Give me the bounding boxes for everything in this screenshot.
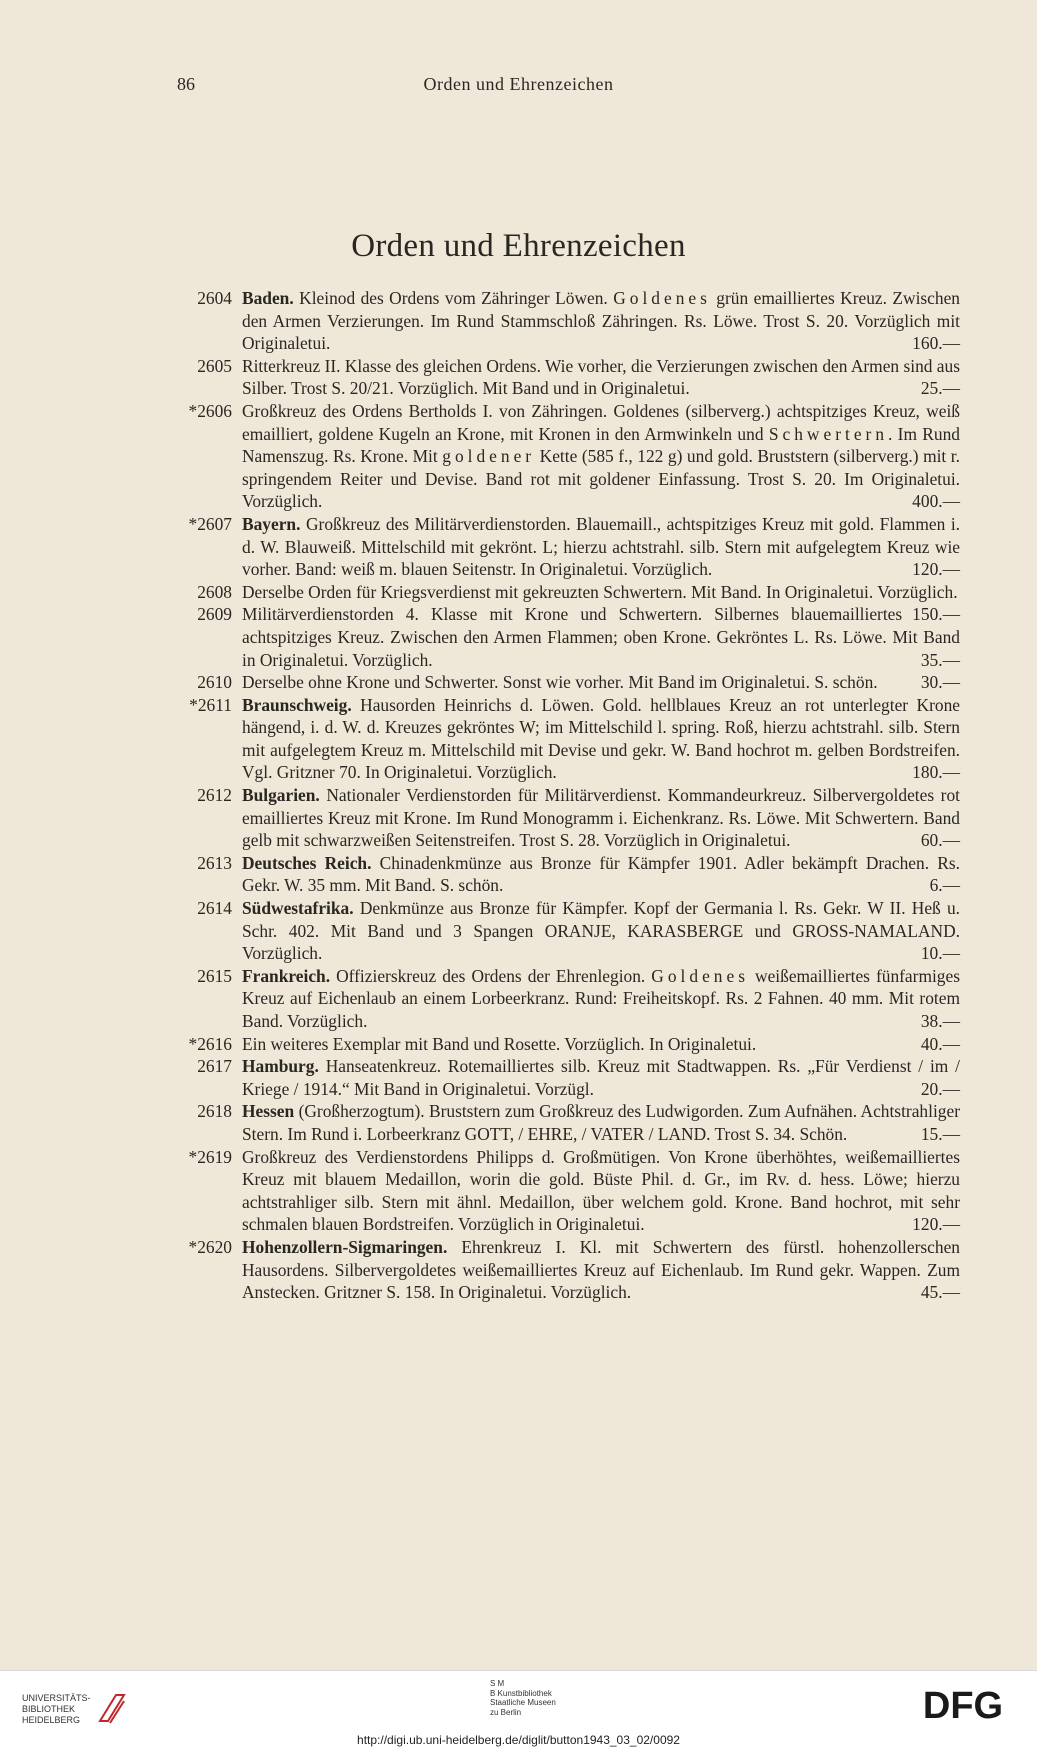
lot-number: *2611 bbox=[189, 694, 232, 715]
lot-number: 2605 bbox=[197, 355, 232, 376]
dfg-logo-text: DFG bbox=[922, 1685, 1004, 1725]
running-header bbox=[0, 74, 1037, 96]
page-url[interactable]: http://digi.ub.uni-heidelberg.de/diglit/button1943_03_02/0092 bbox=[357, 1733, 680, 1747]
lot-heading: Braunschweig. bbox=[242, 694, 352, 715]
lot-price: 160.— bbox=[912, 333, 960, 354]
lot-text: Nationaler Verdienstorden für Militärverdienst. Kommandeurkreuz. Silbervergoldetes rot emailliertes Kreuz mit Krone. Im Rund Monogramm i. Eichenkranz. Rs. Löwe. Mit Schwertern. Band gelb mit schwarzweißen Seitenstreifen. Trost S. 28. Vorzüglich in Originaletui. bbox=[242, 785, 960, 851]
catalog-entry bbox=[170, 1055, 960, 1100]
catalog-entry bbox=[170, 400, 960, 513]
logo-line: Staatliche Museen bbox=[490, 1698, 556, 1707]
lot-price: 45.— bbox=[920, 1282, 960, 1303]
lot-price: 180.— bbox=[912, 762, 960, 783]
lot-text: Ritterkreuz II. Klasse des gleichen Ordens. Wie vorher, die Verzierungen zwischen den Armen sind aus Silber. Trost S. 20/21. Vorzüglich. Mit Band und in Originaletui. bbox=[242, 355, 960, 399]
lot-text: Goldenes bbox=[613, 288, 711, 308]
catalog-entry bbox=[170, 671, 960, 694]
lot-text: goldener bbox=[442, 446, 536, 467]
catalog-entries bbox=[170, 287, 960, 1304]
lot-price: 400.— bbox=[912, 491, 960, 512]
lot-description bbox=[242, 1100, 960, 1145]
lot-price: 38.— bbox=[920, 1011, 960, 1031]
lot-text: Großkreuz des Ordens Bertholds I. von Zähringen. Goldenes (silberverg.) achtspitziges Kreuz, weiß emailliert, goldene Kugeln an Krone, mit Kronen in den Armwinkeln und bbox=[242, 400, 960, 444]
lot-price: 20.— bbox=[920, 1078, 960, 1099]
lot-text: Derselbe ohne Krone und Schwerter. Sonst wie vorher. Mit Band im Originaletui. S. schön. bbox=[242, 672, 878, 693]
lot-number: 2610 bbox=[197, 672, 232, 693]
lot-description bbox=[242, 287, 960, 355]
lot-text: weißemailliertes fünfarmiges Kreuz auf Eichenlaub an einem Lorbeerkranz. Rund: Freiheitskopf. Rs. 2 Fahnen. 40 mm. Mit rotem Band. Vorzüglich. bbox=[242, 965, 960, 1031]
lot-text: Goldenes bbox=[651, 965, 749, 986]
lot-heading: Frankreich. bbox=[242, 965, 331, 986]
lot-description bbox=[242, 1055, 960, 1100]
lot-text: Ein weiteres Exemplar mit Band und Rosette. Vorzüglich. In Originaletui. bbox=[242, 1033, 757, 1054]
lot-heading: Bulgarien. bbox=[242, 785, 320, 806]
lot-description bbox=[242, 1236, 960, 1304]
lot-description bbox=[242, 1033, 960, 1056]
lot-number: *2607 bbox=[188, 513, 232, 534]
logo-line: zu Berlin bbox=[490, 1707, 522, 1717]
lot-description bbox=[242, 400, 960, 513]
lot-text: Großkreuz des Militärverdienstorden. Blauemaill., achtspitziges Kreuz mit gold. Flammen i. d. W. Blauweiß. Mittelschild mit gekrönt. L; hierzu achtstrahl. silb. Stern mit aufgelegtem Kreuz wie vorher. Band: weiß m. blauen Seitenstr. In Originaletui. Vorzüglich. bbox=[242, 513, 960, 580]
running-title: Orden und Ehrenzeichen bbox=[423, 74, 614, 94]
university-mark-icon bbox=[96, 1691, 128, 1727]
viewer-footer bbox=[0, 1670, 1037, 1749]
lot-text: Hanseatenkreuz. Rotemailliertes silb. Kreuz mit Stadtwappen. Rs. „Für Verdienst / im / Kriege / 1914.“ Mit Band in Originaletui. Vorzügl. bbox=[242, 1056, 960, 1099]
catalog-entry bbox=[170, 1146, 960, 1236]
lot-price: 150.— bbox=[912, 604, 960, 625]
catalog-entry bbox=[170, 852, 960, 897]
lot-text: Schwertern bbox=[768, 423, 889, 444]
logo-line: UNIVERSITÄTS- bbox=[22, 1693, 91, 1703]
catalog-entry bbox=[170, 694, 960, 784]
lot-text: Großkreuz des Verdienstordens Philipps d. Großmütigen. Von Krone überhöhtes, weißemailliertes Kreuz mit blauem Medaillon, worin die gold. Büste Phil. d. Gr., im Rv. d. hess. Löwe; hierzu achtstrahliger silb. Stern mit ähnl. Medaillon, über welchem gold. Krone. Band hochrot, mit sehr schmalen blauen Bordstreifen. Vorzüglich in Originaletui. bbox=[242, 1146, 960, 1235]
lot-price: 15.— bbox=[920, 1123, 960, 1144]
lot-heading: Hohenzollern-Sigmaringen. bbox=[242, 1236, 448, 1257]
lot-description bbox=[242, 897, 960, 965]
catalog-entry bbox=[170, 965, 960, 1033]
lot-number: 2608 bbox=[197, 581, 232, 602]
lot-text: Kette (585 f., 122 g) und gold. Bruststern (silberverg.) mit r. springendem Reiter und Devise. Band rot mit goldener Einfassung. Trost S. 20. Im Originaletui. Vorzüglich. bbox=[242, 446, 960, 512]
lot-text: Ehrenkreuz I. Kl. mit Schwertern des fürstl. hohenzollerschen Hausordens. Silbervergoldetes weißemailliertes Kreuz auf Eichenlaub. Im Rund gekr. Wappen. Zum Anstecken. Gritzner S. 158. In Originaletui. Vorzüglich. bbox=[242, 1236, 960, 1303]
logo-line: BIBLIOTHEK bbox=[22, 1704, 76, 1714]
lot-text: . Im Rund Namenszug. Rs. Krone. Mit bbox=[242, 423, 960, 467]
section-title: Orden und Ehrenzeichen bbox=[351, 228, 686, 264]
lot-number: 2615 bbox=[197, 965, 232, 986]
lot-price: 40.— bbox=[920, 1033, 960, 1054]
lot-description bbox=[242, 1146, 960, 1236]
logo-line: B Kunstbibliothek bbox=[490, 1688, 552, 1698]
page-number: 86 bbox=[177, 74, 195, 94]
lot-description bbox=[242, 513, 960, 581]
lot-price: 120.— bbox=[912, 1214, 960, 1235]
lot-heading: Baden. bbox=[242, 288, 294, 308]
lot-number: 2613 bbox=[197, 852, 232, 873]
lot-description bbox=[242, 694, 960, 784]
lot-number: *2616 bbox=[188, 1033, 232, 1054]
catalog-entry bbox=[170, 355, 960, 400]
lot-heading: Hessen bbox=[242, 1101, 295, 1122]
catalog-entry bbox=[170, 513, 960, 581]
lot-price: 35.— bbox=[920, 649, 960, 670]
lot-text: Militärverdienstorden 4. Klasse mit Krone und Schwertern. Silbernes blauemailliertes achtspitziges Kreuz. Zwischen den Armen Flammen; oben Krone. Gekröntes L. Rs. Löwe. Mit Band in Originaletui. Vorzüglich. bbox=[242, 604, 960, 670]
catalog-entry bbox=[170, 897, 960, 965]
lot-text: Kleinod des Ordens vom Zähringer Löwen. bbox=[299, 288, 614, 308]
lot-text: Derselbe Orden für Kriegsverdienst mit gekreuzten Schwertern. Mit Band. In Originaletui. Vorzüglich. bbox=[242, 581, 958, 602]
lot-description bbox=[242, 603, 960, 671]
lot-number: 2612 bbox=[197, 785, 232, 806]
lot-number: 2617 bbox=[197, 1056, 232, 1077]
lot-price: 60.— bbox=[920, 830, 960, 851]
university-library-logo[interactable] bbox=[22, 1693, 91, 1726]
lot-price: 120.— bbox=[912, 559, 960, 580]
lot-description bbox=[242, 965, 960, 1033]
lot-heading: Deutsches Reich. bbox=[242, 852, 372, 873]
catalog-entry bbox=[170, 1100, 960, 1145]
lot-number: 2614 bbox=[197, 898, 232, 919]
lot-text: Offizierskreuz des Ordens der Ehrenlegion. bbox=[336, 965, 652, 986]
catalog-entry bbox=[170, 784, 960, 852]
lot-number: *2619 bbox=[188, 1146, 232, 1167]
lot-heading: Südwestafrika. bbox=[242, 898, 354, 919]
lot-price: 30.— bbox=[920, 672, 960, 693]
kunstbibliothek-logo[interactable] bbox=[490, 1679, 556, 1717]
lot-number: *2620 bbox=[188, 1236, 232, 1257]
lot-price: 10.— bbox=[920, 943, 960, 964]
catalog-entry bbox=[170, 1236, 960, 1304]
catalog-entry bbox=[170, 603, 960, 671]
lot-price: 25.— bbox=[920, 378, 960, 399]
lot-text: Hausorden Heinrichs d. Löwen. Gold. hellblaues Kreuz an rot unterlegter Krone hängend, i. d. W. d. Kreuzes gekröntes W; im Mittelschild l. spring. Roß, hierzu achtstrahl. silb. Stern mit aufgelegtem Kreuz m. Mittelschild mit Devise und gekr. W. Band hochrot m. gelben Bordstreifen. Vgl. Gritzner 70. In Originaletui. Vorzüglich. bbox=[242, 694, 960, 783]
lot-description bbox=[242, 852, 960, 897]
dfg-logo[interactable] bbox=[913, 1685, 1013, 1725]
lot-text: Denkmünze aus Bronze für Kämpfer. Kopf der Germania l. Rs. Gekr. W II. Heß u. Schr. 402. Mit Band und 3 Spangen ORANJE, KARASBERGE und GROSS-NAMALAND. Vorzüglich. bbox=[242, 898, 960, 964]
lot-text: (Großherzogtum). Bruststern zum Großkreuz des Ludwigorden. Zum Aufnähen. Achtstrahliger Stern. Im Rund i. Lorbeerkranz GOTT, / EHRE, / VATER / LAND. Trost S. 34. Schön. bbox=[242, 1101, 960, 1144]
lot-description bbox=[242, 784, 960, 852]
logo-line: HEIDELBERG bbox=[22, 1715, 81, 1725]
lot-number: *2606 bbox=[188, 400, 232, 421]
lot-text: grün emailliertes Kreuz. Zwischen den Armen Verzierungen. Im Rund Stammschloß Zähringen. Rs. Löwe. Trost S. 20. Vorzüglich mit Originaletui. bbox=[242, 288, 960, 354]
lot-heading: Bayern. bbox=[242, 513, 301, 534]
lot-description bbox=[242, 355, 960, 400]
lot-number: 2618 bbox=[197, 1101, 232, 1122]
lot-number: 2609 bbox=[197, 604, 232, 625]
catalog-entry bbox=[170, 1033, 960, 1056]
lot-number: 2604 bbox=[197, 288, 232, 308]
logo-line: S M bbox=[490, 1679, 505, 1688]
lot-description bbox=[242, 581, 960, 625]
lot-text: Chinadenkmünze aus Bronze für Kämpfer 1901. Adler bekämpft Drachen. Rs. Gekr. W. 35 mm. Mit Band. S. schön. bbox=[242, 852, 960, 896]
lot-description bbox=[242, 671, 960, 694]
lot-price: 6.— bbox=[929, 875, 960, 896]
catalog-entry bbox=[170, 287, 960, 355]
lot-heading: Hamburg. bbox=[242, 1056, 319, 1077]
